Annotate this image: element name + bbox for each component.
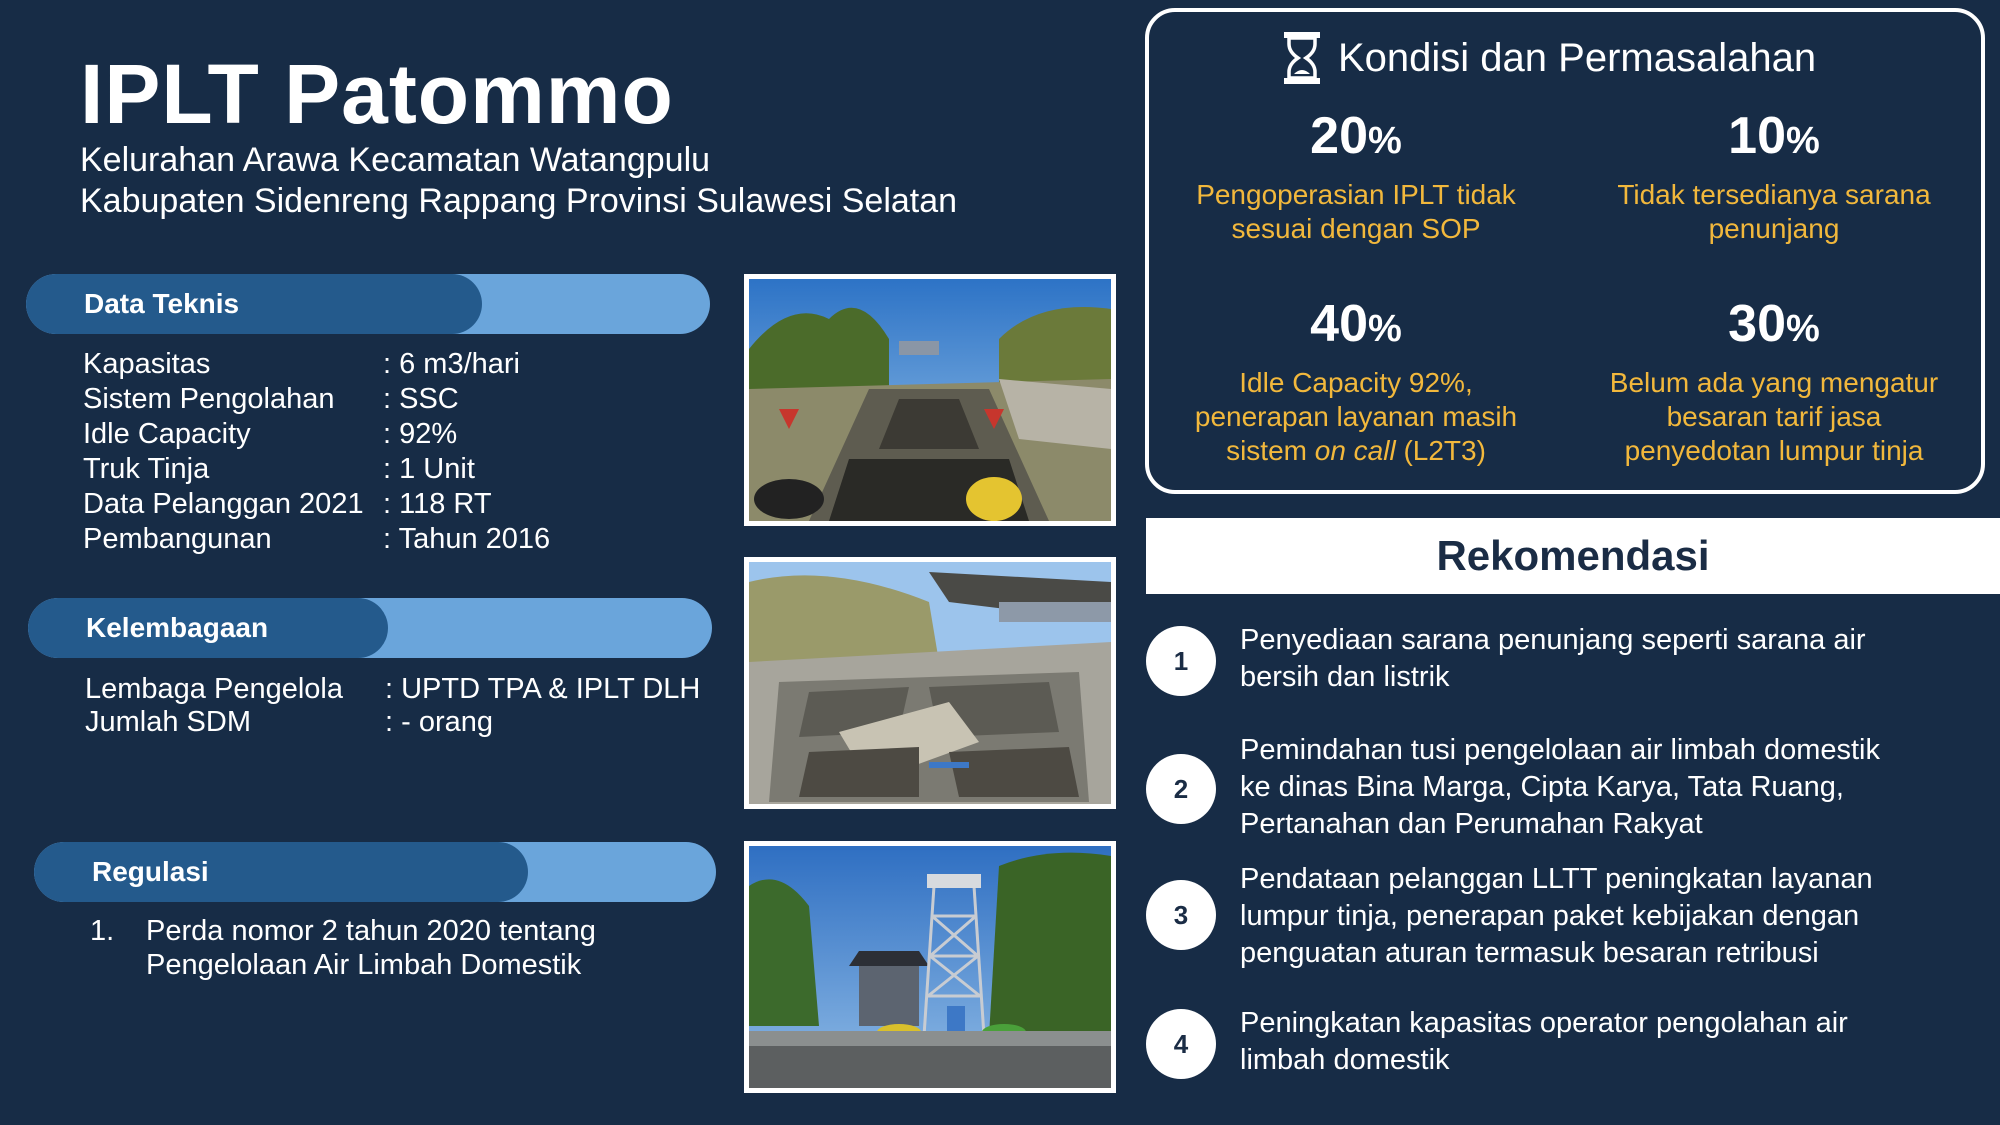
stat-percent (1594, 107, 1954, 165)
rekomendasi-line: bersih dan listrik (1240, 661, 1450, 693)
kv-value: : 6 m3/hari (383, 348, 520, 380)
rekomendasi-text (1240, 861, 1980, 972)
rekomendasi-line: lumpur tinja, penerapan paket kebijakan dengan (1240, 900, 1860, 932)
stat-line: penyedotan lumpur tinja (1624, 435, 1924, 466)
kv-label: Truk Tinja (83, 453, 210, 485)
stat-line: penunjang (1708, 213, 1840, 244)
stat-percent (1594, 295, 1954, 353)
stat-line: Belum ada yang mengatur (1609, 367, 1939, 398)
kv-row (83, 452, 683, 487)
kv-label: Jumlah SDM (85, 706, 251, 738)
kv-label: Pembangunan (83, 523, 272, 555)
rekomendasi-title: Rekomendasi (1436, 532, 1710, 579)
kv-label: Data Pelanggan 2021 (83, 488, 364, 520)
stat-percent (1176, 295, 1536, 353)
kv-row (83, 522, 683, 557)
regulasi-item-line: Pengelolaan Air Limbah Domestik (146, 949, 582, 981)
stat-unit: % (1786, 120, 1820, 162)
rekomendasi-text (1240, 732, 1980, 843)
rekomendasi-text (1240, 622, 1980, 696)
kelembagaan-header (28, 598, 712, 658)
stat-value: 10 (1728, 107, 1787, 165)
kondisi-title-row (1282, 30, 1816, 86)
stat-line: Pengoperasian IPLT tidak (1196, 179, 1516, 210)
stat-item (1176, 295, 1536, 468)
kv-value: : 1 Unit (383, 453, 475, 485)
stat-line: besaran tarif jasa (1666, 401, 1882, 432)
rekomendasi-number-badge: 1 (1146, 626, 1216, 696)
stat-line: sesuai dengan SOP (1231, 213, 1481, 244)
rekomendasi-line: Pemindahan tusi pengelolaan air limbah domestik (1240, 734, 1880, 766)
stat-unit: % (1368, 308, 1402, 350)
rekomendasi-number-badge: 4 (1146, 1009, 1216, 1079)
stat-value: 40 (1310, 295, 1369, 353)
stat-unit: % (1786, 308, 1820, 350)
data-teknis-list (83, 347, 683, 557)
rekomendasi-number-badge: 3 (1146, 880, 1216, 950)
stat-line: penerapan layanan masih (1194, 401, 1518, 432)
rekomendasi-line: limbah domestik (1240, 1044, 1450, 1076)
stat-line: Idle Capacity 92%, (1239, 367, 1473, 398)
kv-value: : 118 RT (383, 488, 492, 520)
kv-label: Sistem Pengolahan (83, 383, 335, 415)
stat-line: Tidak tersedianya sarana (1617, 179, 1931, 210)
regulasi-header (34, 842, 716, 902)
kelembagaan-list (85, 672, 725, 738)
stat-item (1594, 107, 1954, 246)
kondisi-title: Kondisi dan Permasalahan (1338, 35, 1817, 80)
rekomendasi-line: Pendataan pelanggan LLTT peningkatan layanan (1240, 863, 1873, 895)
regulasi-item-text (146, 914, 706, 982)
kv-row (83, 347, 683, 382)
stat-unit: % (1368, 120, 1402, 162)
kv-value: : SSC (383, 383, 459, 415)
kv-row (83, 382, 683, 417)
kv-value: : - orang (385, 706, 493, 738)
kv-row (83, 417, 683, 452)
photo-treatment-ponds (744, 274, 1116, 526)
kelembagaan-heading: Kelembagaan (86, 612, 269, 643)
stat-line (1176, 434, 1536, 468)
stat-value: 30 (1728, 295, 1787, 353)
rekomendasi-line: Peningkatan kapasitas operator pengolahan air (1240, 1007, 1848, 1039)
rekomendasi-line: ke dinas Bina Marga, Cipta Karya, Tata Ruang, (1240, 771, 1844, 803)
data-teknis-header (26, 274, 710, 334)
photo-water-tower (744, 841, 1116, 1093)
rekomendasi-number-badge: 2 (1146, 754, 1216, 824)
stat-item (1176, 107, 1536, 246)
subtitle-line-2: Kabupaten Sidenreng Rappang Provinsi Sulawesi Selatan (80, 182, 958, 220)
regulasi-heading: Regulasi (92, 856, 209, 887)
kv-row (85, 705, 725, 738)
hourglass-icon (1282, 30, 1322, 86)
regulasi-item-line: Perda nomor 2 tahun 2020 tentang (146, 915, 596, 947)
subtitle-line-1: Kelurahan Arawa Kecamatan Watangpulu (80, 141, 711, 179)
kv-label: Kapasitas (83, 348, 211, 380)
photo-sludge-beds (744, 557, 1116, 809)
rekomendasi-line: Pertanahan dan Perumahan Rakyat (1240, 808, 1703, 840)
stat-description (1594, 178, 1954, 246)
rekomendasi-text (1240, 1005, 1980, 1079)
data-teknis-heading: Data Teknis (84, 288, 240, 319)
kv-row (83, 487, 683, 522)
stat-description (1176, 366, 1536, 468)
stat-description (1594, 366, 1954, 468)
kv-row (85, 672, 725, 705)
kv-label: Lembaga Pengelola (85, 673, 343, 705)
stat-value: 20 (1310, 107, 1369, 165)
kv-label: Idle Capacity (83, 418, 251, 450)
page-title: IPLT Patommo (80, 47, 674, 141)
stat-description (1176, 178, 1536, 246)
rekomendasi-line: penguatan aturan termasuk besaran retribusi (1240, 937, 1819, 969)
stat-line-italic: on call (1314, 435, 1396, 466)
stat-item (1594, 295, 1954, 468)
stat-percent (1176, 107, 1536, 165)
rekomendasi-line: Penyediaan sarana penunjang seperti sarana air (1240, 624, 1866, 656)
kv-value: : UPTD TPA & IPLT DLH (385, 673, 701, 705)
stat-line-pre: sistem (1226, 435, 1315, 466)
kv-value: : 92% (383, 418, 458, 450)
regulasi-item-number: 1. (90, 915, 115, 947)
stat-line-post: (L2T3) (1395, 435, 1486, 466)
kv-value: : Tahun 2016 (383, 523, 551, 555)
